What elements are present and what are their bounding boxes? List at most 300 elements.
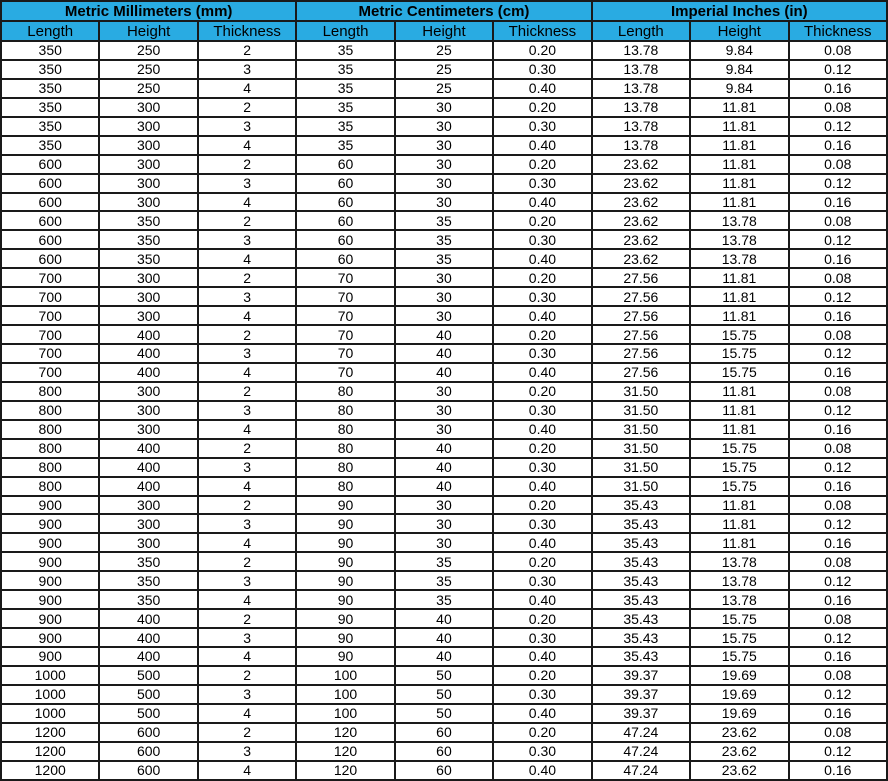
table-cell: 600 bbox=[1, 174, 99, 193]
table-cell: 0.20 bbox=[493, 211, 591, 230]
table-cell: 0.16 bbox=[789, 704, 888, 723]
table-cell: 60 bbox=[296, 230, 394, 249]
table-row bbox=[1, 174, 887, 193]
table-cell: 0.08 bbox=[789, 666, 888, 685]
table-cell: 800 bbox=[1, 458, 99, 477]
table-cell: 900 bbox=[1, 533, 99, 552]
table-cell: 40 bbox=[395, 609, 493, 628]
table-cell: 500 bbox=[99, 685, 197, 704]
table-cell: 0.20 bbox=[493, 666, 591, 685]
column-header-in-length: Length bbox=[592, 21, 690, 41]
table-cell: 30 bbox=[395, 268, 493, 287]
table-row bbox=[1, 287, 887, 306]
table-cell: 3 bbox=[198, 742, 296, 761]
table-cell: 0.16 bbox=[789, 533, 888, 552]
table-cell: 70 bbox=[296, 268, 394, 287]
table-cell: 1000 bbox=[1, 704, 99, 723]
table-cell: 1200 bbox=[1, 723, 99, 742]
table-cell: 300 bbox=[99, 401, 197, 420]
table-cell: 13.78 bbox=[690, 249, 788, 268]
table-cell: 35.43 bbox=[592, 533, 690, 552]
table-cell: 47.24 bbox=[592, 761, 690, 780]
table-cell: 300 bbox=[99, 420, 197, 439]
table-cell: 600 bbox=[99, 761, 197, 780]
table-cell: 700 bbox=[1, 268, 99, 287]
table-cell: 350 bbox=[1, 136, 99, 155]
table-cell: 400 bbox=[99, 647, 197, 666]
table-cell: 0.20 bbox=[493, 268, 591, 287]
table-cell: 15.75 bbox=[690, 344, 788, 363]
table-cell: 3 bbox=[198, 230, 296, 249]
table-cell: 35.43 bbox=[592, 571, 690, 590]
table-cell: 350 bbox=[99, 552, 197, 571]
table-cell: 0.40 bbox=[493, 79, 591, 98]
table-cell: 0.08 bbox=[789, 155, 888, 174]
table-cell: 600 bbox=[1, 230, 99, 249]
table-cell: 2 bbox=[198, 98, 296, 117]
table-cell: 39.37 bbox=[592, 704, 690, 723]
table-cell: 0.20 bbox=[493, 552, 591, 571]
table-cell: 4 bbox=[198, 647, 296, 666]
table-cell: 0.30 bbox=[493, 401, 591, 420]
table-cell: 0.16 bbox=[789, 363, 888, 382]
table-cell: 11.81 bbox=[690, 98, 788, 117]
table-cell: 0.40 bbox=[493, 704, 591, 723]
table-cell: 4 bbox=[198, 533, 296, 552]
table-cell: 0.30 bbox=[493, 287, 591, 306]
table-cell: 11.81 bbox=[690, 496, 788, 515]
table-row bbox=[1, 268, 887, 287]
table-cell: 0.30 bbox=[493, 514, 591, 533]
table-cell: 3 bbox=[198, 60, 296, 79]
table-cell: 90 bbox=[296, 514, 394, 533]
table-cell: 31.50 bbox=[592, 420, 690, 439]
table-cell: 300 bbox=[99, 287, 197, 306]
table-row bbox=[1, 79, 887, 98]
table-cell: 0.16 bbox=[789, 136, 888, 155]
table-cell: 50 bbox=[395, 666, 493, 685]
table-cell: 15.75 bbox=[690, 458, 788, 477]
table-cell: 400 bbox=[99, 458, 197, 477]
table-cell: 13.78 bbox=[690, 552, 788, 571]
table-cell: 0.20 bbox=[493, 723, 591, 742]
table-row bbox=[1, 685, 887, 704]
table-cell: 47.24 bbox=[592, 723, 690, 742]
table-cell: 35 bbox=[395, 249, 493, 268]
table-cell: 30 bbox=[395, 401, 493, 420]
table-cell: 31.50 bbox=[592, 382, 690, 401]
table-cell: 30 bbox=[395, 136, 493, 155]
table-cell: 80 bbox=[296, 458, 394, 477]
table-cell: 25 bbox=[395, 60, 493, 79]
table-cell: 60 bbox=[395, 742, 493, 761]
table-cell: 0.20 bbox=[493, 439, 591, 458]
table-cell: 30 bbox=[395, 496, 493, 515]
table-cell: 350 bbox=[1, 41, 99, 60]
table-cell: 2 bbox=[198, 723, 296, 742]
table-cell: 27.56 bbox=[592, 344, 690, 363]
table-cell: 900 bbox=[1, 590, 99, 609]
table-cell: 35 bbox=[296, 41, 394, 60]
table-cell: 0.12 bbox=[789, 742, 888, 761]
table-cell: 30 bbox=[395, 533, 493, 552]
table-cell: 600 bbox=[99, 723, 197, 742]
table-row bbox=[1, 420, 887, 439]
table-cell: 70 bbox=[296, 287, 394, 306]
table-cell: 350 bbox=[99, 590, 197, 609]
table-cell: 800 bbox=[1, 401, 99, 420]
table-row bbox=[1, 41, 887, 60]
table-cell: 30 bbox=[395, 514, 493, 533]
table-cell: 11.81 bbox=[690, 401, 788, 420]
table-cell: 4 bbox=[198, 193, 296, 212]
table-cell: 70 bbox=[296, 363, 394, 382]
table-cell: 3 bbox=[198, 514, 296, 533]
table-cell: 27.56 bbox=[592, 306, 690, 325]
table-cell: 11.81 bbox=[690, 533, 788, 552]
table-cell: 700 bbox=[1, 344, 99, 363]
table-cell: 350 bbox=[99, 230, 197, 249]
table-cell: 3 bbox=[198, 117, 296, 136]
table-cell: 3 bbox=[198, 287, 296, 306]
table-cell: 400 bbox=[99, 439, 197, 458]
table-cell: 35 bbox=[395, 571, 493, 590]
table-cell: 3 bbox=[198, 571, 296, 590]
table-cell: 900 bbox=[1, 609, 99, 628]
table-cell: 0.20 bbox=[493, 325, 591, 344]
table-cell: 13.78 bbox=[592, 136, 690, 155]
table-cell: 23.62 bbox=[690, 742, 788, 761]
table-cell: 60 bbox=[296, 193, 394, 212]
column-header-in-height: Height bbox=[690, 21, 788, 41]
table-cell: 0.16 bbox=[789, 249, 888, 268]
table-row bbox=[1, 60, 887, 79]
table-cell: 900 bbox=[1, 552, 99, 571]
table-cell: 0.40 bbox=[493, 249, 591, 268]
table-cell: 350 bbox=[99, 211, 197, 230]
table-cell: 0.30 bbox=[493, 60, 591, 79]
table-cell: 80 bbox=[296, 439, 394, 458]
table-cell: 1000 bbox=[1, 666, 99, 685]
table-row bbox=[1, 344, 887, 363]
table-cell: 11.81 bbox=[690, 287, 788, 306]
table-cell: 2 bbox=[198, 211, 296, 230]
table-cell: 80 bbox=[296, 420, 394, 439]
table-cell: 350 bbox=[1, 98, 99, 117]
table-cell: 47.24 bbox=[592, 742, 690, 761]
table-cell: 90 bbox=[296, 647, 394, 666]
column-header-in-thickness: Thickness bbox=[789, 21, 888, 41]
table-cell: 13.78 bbox=[592, 79, 690, 98]
table-cell: 30 bbox=[395, 193, 493, 212]
table-cell: 0.40 bbox=[493, 193, 591, 212]
table-cell: 300 bbox=[99, 268, 197, 287]
table-cell: 27.56 bbox=[592, 325, 690, 344]
table-cell: 35 bbox=[296, 136, 394, 155]
table-cell: 35.43 bbox=[592, 609, 690, 628]
table-cell: 90 bbox=[296, 609, 394, 628]
table-cell: 400 bbox=[99, 363, 197, 382]
table-cell: 60 bbox=[296, 249, 394, 268]
table-cell: 250 bbox=[99, 79, 197, 98]
table-cell: 4 bbox=[198, 249, 296, 268]
table-cell: 120 bbox=[296, 742, 394, 761]
table-cell: 30 bbox=[395, 287, 493, 306]
table-cell: 25 bbox=[395, 41, 493, 60]
table-cell: 700 bbox=[1, 363, 99, 382]
table-cell: 3 bbox=[198, 458, 296, 477]
table-cell: 13.78 bbox=[690, 230, 788, 249]
table-cell: 80 bbox=[296, 477, 394, 496]
table-cell: 300 bbox=[99, 382, 197, 401]
table-cell: 1200 bbox=[1, 742, 99, 761]
table-cell: 900 bbox=[1, 571, 99, 590]
table-cell: 0.40 bbox=[493, 477, 591, 496]
table-cell: 4 bbox=[198, 306, 296, 325]
table-cell: 120 bbox=[296, 723, 394, 742]
table-cell: 0.20 bbox=[493, 382, 591, 401]
table-cell: 9.84 bbox=[690, 60, 788, 79]
table-cell: 0.30 bbox=[493, 571, 591, 590]
table-cell: 11.81 bbox=[690, 136, 788, 155]
table-cell: 11.81 bbox=[690, 382, 788, 401]
table-cell: 4 bbox=[198, 79, 296, 98]
table-cell: 0.08 bbox=[789, 382, 888, 401]
table-cell: 0.08 bbox=[789, 496, 888, 515]
table-cell: 700 bbox=[1, 287, 99, 306]
table-cell: 31.50 bbox=[592, 439, 690, 458]
table-cell: 0.12 bbox=[789, 174, 888, 193]
table-cell: 300 bbox=[99, 98, 197, 117]
table-row bbox=[1, 98, 887, 117]
table-cell: 35 bbox=[395, 211, 493, 230]
table-cell: 0.20 bbox=[493, 496, 591, 515]
table-cell: 23.62 bbox=[592, 174, 690, 193]
table-cell: 0.40 bbox=[493, 533, 591, 552]
table-cell: 13.78 bbox=[592, 117, 690, 136]
table-cell: 80 bbox=[296, 401, 394, 420]
table-cell: 30 bbox=[395, 98, 493, 117]
table-row bbox=[1, 533, 887, 552]
table-cell: 350 bbox=[1, 79, 99, 98]
table-cell: 0.12 bbox=[789, 458, 888, 477]
column-header-mm-thickness: Thickness bbox=[198, 21, 296, 41]
table-cell: 9.84 bbox=[690, 79, 788, 98]
table-cell: 4 bbox=[198, 704, 296, 723]
table-cell: 400 bbox=[99, 477, 197, 496]
table-cell: 0.40 bbox=[493, 647, 591, 666]
table-cell: 100 bbox=[296, 666, 394, 685]
table-cell: 0.40 bbox=[493, 420, 591, 439]
table-row bbox=[1, 230, 887, 249]
table-row bbox=[1, 647, 887, 666]
table-cell: 0.30 bbox=[493, 230, 591, 249]
table-cell: 40 bbox=[395, 344, 493, 363]
table-cell: 400 bbox=[99, 344, 197, 363]
table-cell: 800 bbox=[1, 477, 99, 496]
table-cell: 300 bbox=[99, 117, 197, 136]
table-row bbox=[1, 666, 887, 685]
table-cell: 600 bbox=[1, 211, 99, 230]
table-cell: 250 bbox=[99, 60, 197, 79]
table-cell: 900 bbox=[1, 496, 99, 515]
table-row bbox=[1, 477, 887, 496]
table-cell: 500 bbox=[99, 666, 197, 685]
table-row bbox=[1, 514, 887, 533]
table-cell: 40 bbox=[395, 325, 493, 344]
table-cell: 2 bbox=[198, 552, 296, 571]
table-cell: 600 bbox=[1, 249, 99, 268]
table-cell: 50 bbox=[395, 685, 493, 704]
table-cell: 1000 bbox=[1, 685, 99, 704]
table-cell: 350 bbox=[99, 249, 197, 268]
table-row bbox=[1, 155, 887, 174]
table-cell: 23.62 bbox=[592, 193, 690, 212]
table-cell: 35 bbox=[296, 79, 394, 98]
table-cell: 19.69 bbox=[690, 685, 788, 704]
table-cell: 90 bbox=[296, 628, 394, 647]
table-cell: 15.75 bbox=[690, 628, 788, 647]
table-cell: 400 bbox=[99, 325, 197, 344]
table-row bbox=[1, 117, 887, 136]
table-row bbox=[1, 325, 887, 344]
table-cell: 0.12 bbox=[789, 287, 888, 306]
table-cell: 13.78 bbox=[592, 41, 690, 60]
table-cell: 30 bbox=[395, 155, 493, 174]
table-cell: 0.20 bbox=[493, 609, 591, 628]
table-row bbox=[1, 742, 887, 761]
table-cell: 11.81 bbox=[690, 155, 788, 174]
table-cell: 15.75 bbox=[690, 325, 788, 344]
table-cell: 60 bbox=[296, 174, 394, 193]
table-cell: 35.43 bbox=[592, 590, 690, 609]
table-cell: 23.62 bbox=[592, 155, 690, 174]
table-cell: 0.08 bbox=[789, 439, 888, 458]
table-cell: 11.81 bbox=[690, 268, 788, 287]
table-cell: 0.16 bbox=[789, 761, 888, 780]
table-cell: 600 bbox=[1, 155, 99, 174]
table-row bbox=[1, 609, 887, 628]
table-cell: 23.62 bbox=[592, 230, 690, 249]
table-cell: 800 bbox=[1, 382, 99, 401]
table-cell: 60 bbox=[395, 761, 493, 780]
table-cell: 0.12 bbox=[789, 628, 888, 647]
table-cell: 0.08 bbox=[789, 41, 888, 60]
table-cell: 40 bbox=[395, 458, 493, 477]
table-cell: 350 bbox=[99, 571, 197, 590]
table-cell: 13.78 bbox=[690, 211, 788, 230]
table-cell: 23.62 bbox=[592, 211, 690, 230]
table-cell: 1200 bbox=[1, 761, 99, 780]
table-cell: 30 bbox=[395, 382, 493, 401]
table-cell: 30 bbox=[395, 306, 493, 325]
table-cell: 0.40 bbox=[493, 136, 591, 155]
table-cell: 0.12 bbox=[789, 514, 888, 533]
column-header-mm-height: Height bbox=[99, 21, 197, 41]
table-cell: 15.75 bbox=[690, 363, 788, 382]
group-header-imperial-in: Imperial Inches (in) bbox=[592, 1, 887, 21]
table-row bbox=[1, 363, 887, 382]
table-cell: 300 bbox=[99, 514, 197, 533]
table-cell: 300 bbox=[99, 496, 197, 515]
table-cell: 3 bbox=[198, 628, 296, 647]
table-cell: 2 bbox=[198, 609, 296, 628]
table-cell: 15.75 bbox=[690, 609, 788, 628]
table-cell: 35.43 bbox=[592, 514, 690, 533]
table-cell: 600 bbox=[1, 193, 99, 212]
table-cell: 0.20 bbox=[493, 41, 591, 60]
column-header-row bbox=[1, 21, 887, 41]
table-row bbox=[1, 704, 887, 723]
table-header bbox=[1, 1, 887, 41]
table-cell: 40 bbox=[395, 439, 493, 458]
table-cell: 300 bbox=[99, 155, 197, 174]
table-cell: 40 bbox=[395, 628, 493, 647]
table-cell: 2 bbox=[198, 666, 296, 685]
table-cell: 3 bbox=[198, 344, 296, 363]
table-row bbox=[1, 193, 887, 212]
table-cell: 60 bbox=[296, 211, 394, 230]
table-cell: 300 bbox=[99, 306, 197, 325]
table-row bbox=[1, 136, 887, 155]
table-row bbox=[1, 306, 887, 325]
table-row bbox=[1, 401, 887, 420]
table-cell: 19.69 bbox=[690, 666, 788, 685]
table-cell: 2 bbox=[198, 382, 296, 401]
table-cell: 15.75 bbox=[690, 477, 788, 496]
table-cell: 2 bbox=[198, 496, 296, 515]
table-cell: 800 bbox=[1, 439, 99, 458]
table-cell: 30 bbox=[395, 117, 493, 136]
table-cell: 11.81 bbox=[690, 306, 788, 325]
table-cell: 0.30 bbox=[493, 628, 591, 647]
table-cell: 0.40 bbox=[493, 306, 591, 325]
table-cell: 0.12 bbox=[789, 60, 888, 79]
table-cell: 2 bbox=[198, 325, 296, 344]
table-cell: 15.75 bbox=[690, 439, 788, 458]
table-cell: 35.43 bbox=[592, 628, 690, 647]
table-cell: 0.16 bbox=[789, 477, 888, 496]
table-cell: 0.08 bbox=[789, 609, 888, 628]
group-header-row bbox=[1, 1, 887, 21]
table-cell: 90 bbox=[296, 552, 394, 571]
table-cell: 0.08 bbox=[789, 723, 888, 742]
table-cell: 40 bbox=[395, 647, 493, 666]
column-header-cm-length: Length bbox=[296, 21, 394, 41]
table-cell: 35 bbox=[296, 98, 394, 117]
table-row bbox=[1, 439, 887, 458]
table-cell: 40 bbox=[395, 363, 493, 382]
table-cell: 0.20 bbox=[493, 155, 591, 174]
table-row bbox=[1, 211, 887, 230]
table-row bbox=[1, 382, 887, 401]
table-cell: 4 bbox=[198, 363, 296, 382]
table-cell: 11.81 bbox=[690, 514, 788, 533]
table-cell: 13.78 bbox=[690, 571, 788, 590]
group-header-metric-cm: Metric Centimeters (cm) bbox=[296, 1, 591, 21]
table-cell: 31.50 bbox=[592, 401, 690, 420]
table-cell: 700 bbox=[1, 306, 99, 325]
table-cell: 70 bbox=[296, 325, 394, 344]
table-cell: 100 bbox=[296, 685, 394, 704]
table-cell: 60 bbox=[395, 723, 493, 742]
table-cell: 0.08 bbox=[789, 325, 888, 344]
table-cell: 4 bbox=[198, 761, 296, 780]
column-header-cm-thickness: Thickness bbox=[493, 21, 591, 41]
table-cell: 40 bbox=[395, 477, 493, 496]
table-cell: 900 bbox=[1, 647, 99, 666]
table-cell: 35.43 bbox=[592, 552, 690, 571]
